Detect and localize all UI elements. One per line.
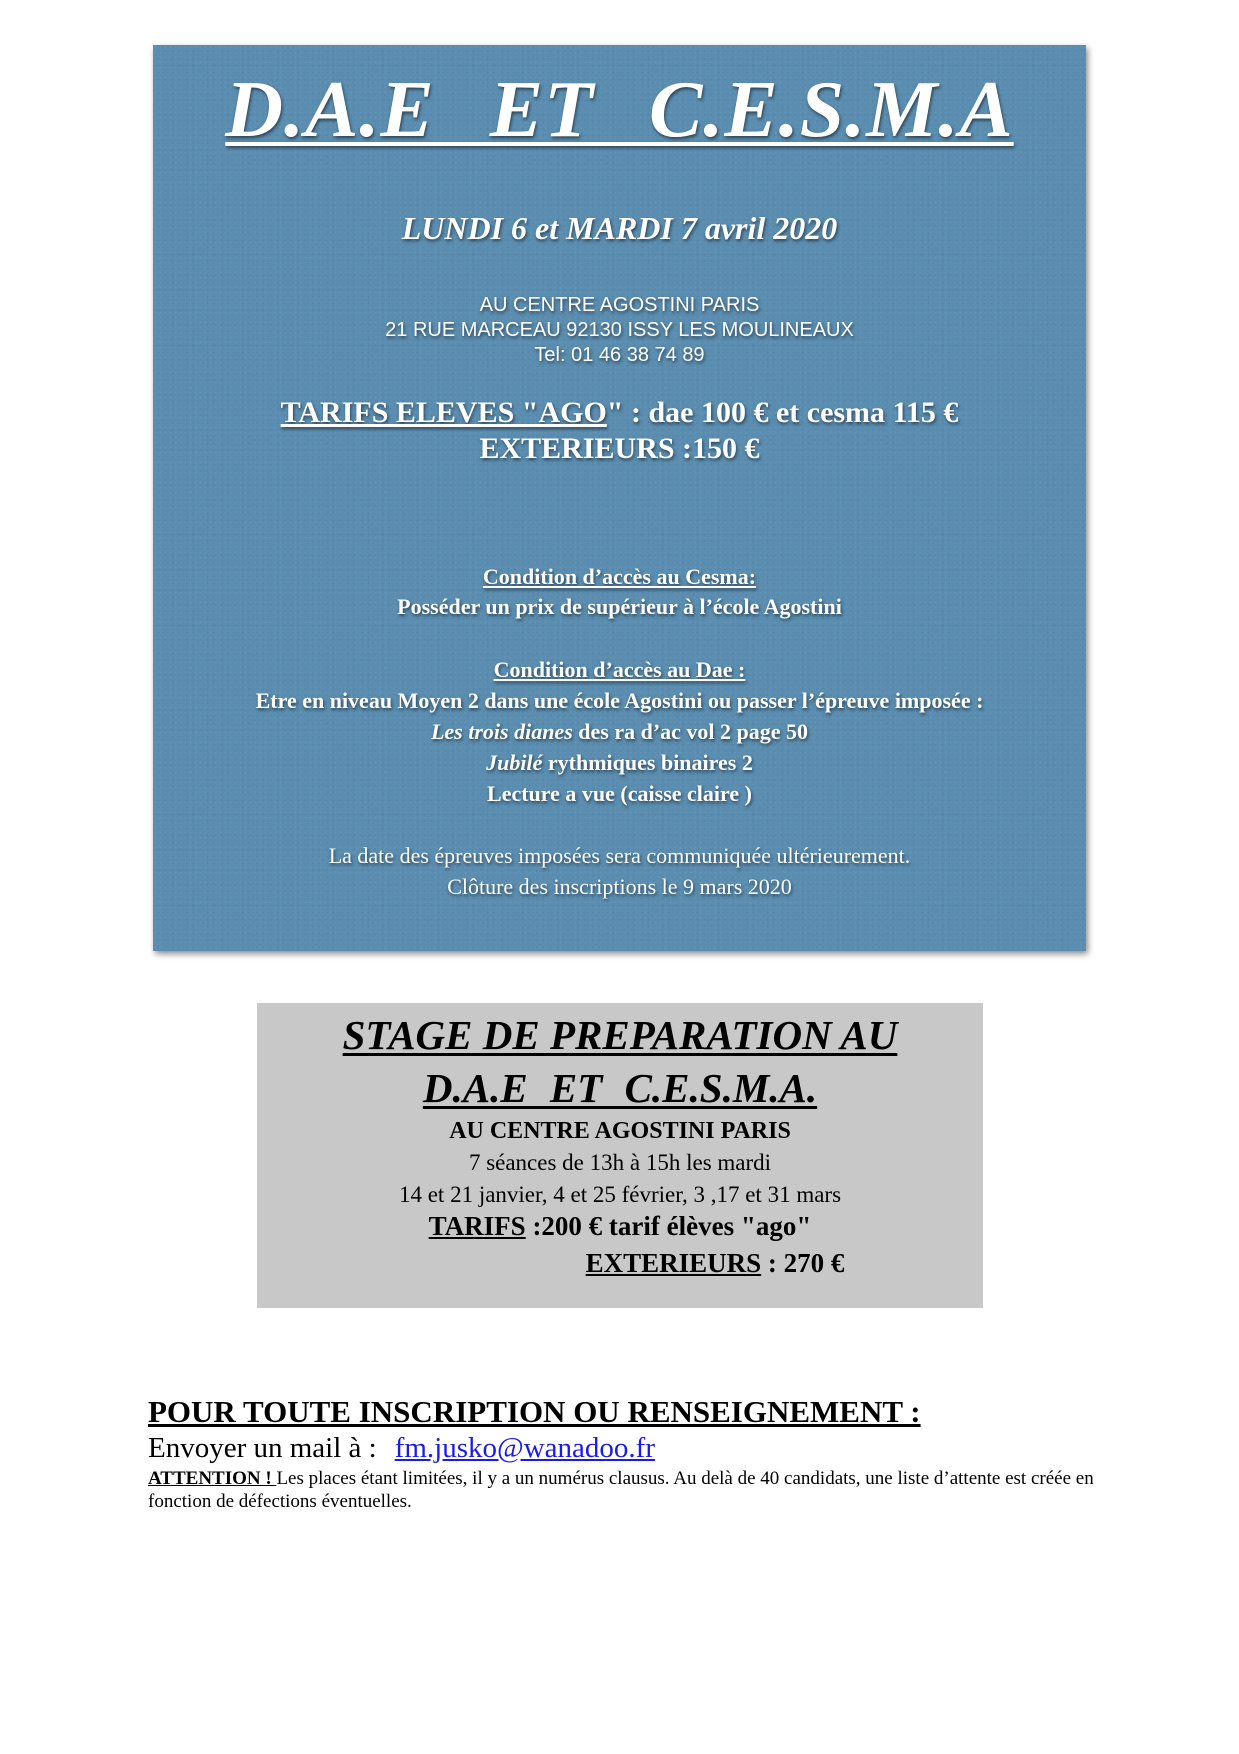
prep-exterieurs-value: : 270 € (761, 1248, 845, 1278)
tarifs-label: TARIFS ELEVES "AGO (280, 396, 607, 429)
attention-label: ATTENTION ! (148, 1468, 277, 1489)
cesma-condition: Posséder un prix de supérieur à l’école Agostini (397, 594, 842, 619)
dae-condition: Etre en niveau Moyen 2 dans une école Agostini ou passer l’épreuve imposée : (255, 688, 984, 713)
piece-one-details: des ra d’ac vol 2 page 50 (572, 719, 809, 744)
piece-two (153, 750, 1086, 776)
student-tarifs (153, 396, 1086, 430)
dae-condition-title: Condition d’accès au Dae : (493, 657, 746, 682)
contact-heading: POUR TOUTE INSCRIPTION OU RENSEIGNEMENT : (148, 1394, 921, 1429)
venue-address: 21 RUE MARCEAU 92130 ISSY LES MOULINEAUX (385, 319, 854, 341)
mail-label: Envoyer un mail à : (148, 1432, 377, 1464)
prep-course-venue: AU CENTRE AGOSTINI PARIS (449, 1118, 791, 1144)
attention-text: Les places étant limitées, il y a un numérus clausus. Au delà de 40 candidats, une liste d’attente est créée en fonction de défections éventuelles. (148, 1468, 1094, 1512)
prep-course-title-line1: STAGE DE PREPARATION AU (342, 1012, 898, 1058)
prep-tarifs-label: TARIFS (428, 1211, 526, 1241)
venue-phone: Tel: 01 46 38 74 89 (534, 344, 705, 366)
prep-course-dates: 14 et 21 janvier, 4 et 25 février, 3 ,17 et 31 mars (398, 1182, 842, 1207)
exam-info-panel (153, 45, 1086, 951)
venue-name: AU CENTRE AGOSTINI PARIS (479, 294, 760, 316)
contact-line (148, 1432, 655, 1465)
tarifs-quote: " (606, 396, 624, 429)
prep-course-exterior-tarif (257, 1248, 983, 1279)
registration-closing-note: Clôture des inscriptions le 9 mars 2020 (447, 874, 792, 899)
exam-dates: LUNDI 6 et MARDI 7 avril 2020 (401, 210, 838, 246)
piece-two-title: Jubilé (486, 750, 543, 775)
prep-course-sessions: 7 séances de 13h à 15h les mardi (468, 1150, 772, 1175)
email-link[interactable]: fm.jusko@wanadoo.fr (394, 1432, 655, 1464)
prep-course-tarif (257, 1211, 983, 1242)
attention-note (148, 1467, 1098, 1513)
prep-tarifs-value: :200 € tarif élèves "ago" (525, 1211, 812, 1241)
prep-course-panel (257, 1003, 983, 1308)
tarifs-values: : dae 100 € et cesma 115 € (623, 396, 959, 429)
prep-course-title-line2: D.A.E ET C.E.S.M.A. (422, 1065, 818, 1111)
exterior-tarif: EXTERIEURS :150 € (479, 432, 760, 465)
cesma-condition-title: Condition d’accès au Cesma: (482, 564, 757, 589)
piece-one (153, 719, 1086, 745)
exam-date-note: La date des épreuves imposées sera communiquée ultérieurement. (328, 843, 911, 868)
piece-two-details: rythmiques binaires 2 (542, 750, 753, 775)
piece-one-title: Les trois dianes (430, 719, 573, 744)
prep-exterieurs-label: EXTERIEURS (585, 1248, 762, 1278)
piece-three: Lecture a vue (caisse claire ) (487, 781, 752, 806)
exam-title: D.A.E ET C.E.S.M.A (225, 66, 1014, 154)
